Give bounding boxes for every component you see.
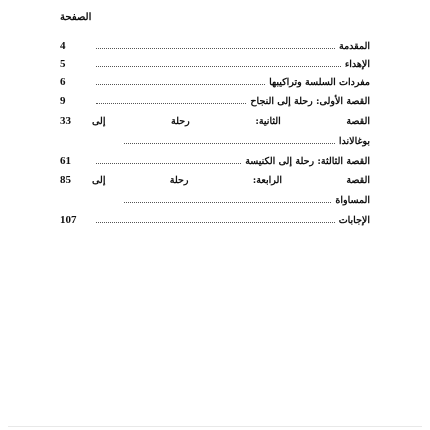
page-bottom-divider <box>8 426 422 427</box>
toc-entry-title: الإهداء <box>344 59 370 70</box>
toc-entry-title: القصة الأولى: رحلة إلى النجاح <box>250 96 370 107</box>
toc-entry-answers[interactable] <box>60 210 370 226</box>
toc-entry-title: مفردات السلسة وتراكيبها <box>269 77 370 88</box>
dot-leader <box>96 48 335 49</box>
toc-entry-page: 9 <box>60 95 66 107</box>
toc-entry-title: القصة الثالثة: رحلة إلى الكنيسة <box>245 156 370 167</box>
dot-leader <box>96 163 241 164</box>
toc-entry-title: القصة الرابعة: رحلة إلى <box>92 175 370 186</box>
toc-entry-page: 85 <box>60 174 71 186</box>
toc-entry-page: 5 <box>60 58 66 70</box>
dot-leader <box>96 222 335 223</box>
toc-entry-vocabulary[interactable] <box>60 72 370 88</box>
toc-entry-story-two[interactable] <box>60 111 370 127</box>
toc-entry-title-continuation: المساواة <box>335 195 370 206</box>
toc-entry-story-four-continuation[interactable] <box>120 190 370 206</box>
page-column-header: الصفحة <box>60 12 92 23</box>
toc-entry-title-continuation: بوغالاندا <box>338 136 370 147</box>
dot-leader <box>124 202 331 203</box>
toc-entry-story-two-continuation[interactable] <box>120 131 370 147</box>
toc-entry-title: المقدمة <box>338 41 370 52</box>
dot-leader <box>96 84 265 85</box>
toc-entry-dedication[interactable] <box>60 54 370 70</box>
toc-entry-page: 107 <box>60 214 77 226</box>
toc-entry-page: 61 <box>60 155 71 167</box>
toc-entry-title: الإجابات <box>338 215 370 226</box>
toc-entry-page: 33 <box>60 115 71 127</box>
toc-entry-title: القصة الثانية: رحلة إلى <box>92 116 370 127</box>
toc-entry-story-three[interactable] <box>60 151 370 167</box>
toc-entry-story-four[interactable] <box>60 170 370 186</box>
toc-entry-story-one[interactable] <box>60 91 370 107</box>
dot-leader <box>96 103 246 104</box>
toc-entry-page: 4 <box>60 40 66 52</box>
toc-entry-introduction[interactable] <box>60 36 370 52</box>
dot-leader <box>124 143 335 144</box>
toc-entry-page: 6 <box>60 76 66 88</box>
dot-leader <box>96 66 341 67</box>
